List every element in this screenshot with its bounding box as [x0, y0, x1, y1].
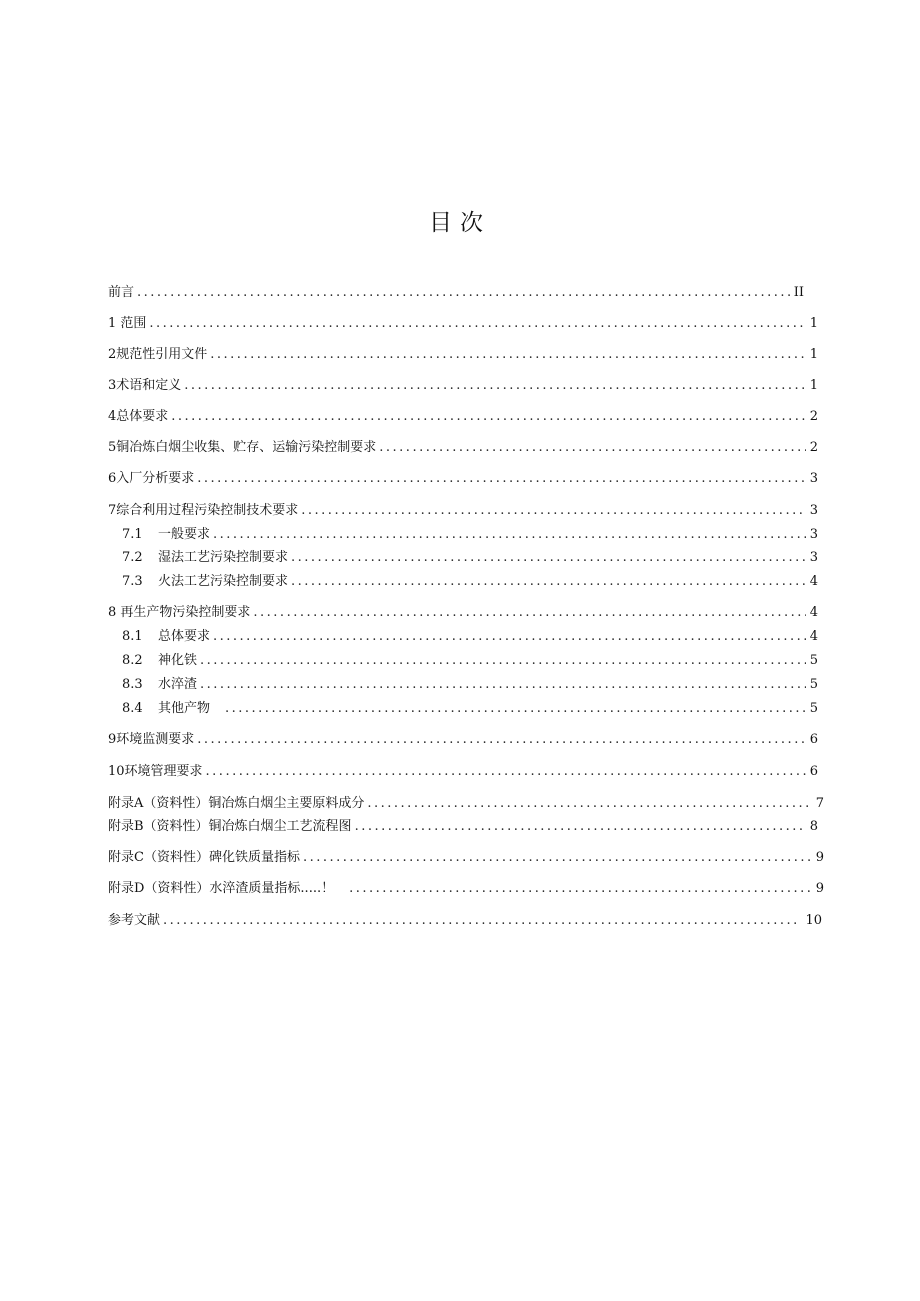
toc-entry-foreword[interactable] [108, 284, 804, 302]
toc-entry-label: 水淬渣 [158, 677, 198, 692]
toc-entry-page: 4 [809, 629, 818, 644]
toc-entry-page: II [793, 285, 804, 300]
toc-entry-7-2[interactable] [122, 549, 818, 567]
toc-entry-page: 1 [809, 347, 818, 362]
toc-entry-label: 前言 [108, 285, 135, 300]
toc-entry-recycled-products[interactable] [108, 604, 818, 622]
toc-entry-utilization-pollution-control[interactable] [108, 502, 818, 520]
toc-entry-page: 2 [809, 440, 818, 455]
toc-leader-dots [253, 604, 805, 622]
toc-entry-page: 9 [815, 850, 824, 865]
toc-entry-label: 总体要求 [158, 629, 211, 644]
toc-leader-dots [171, 408, 805, 426]
toc-entry-label: 湿法工艺污染控制要求 [158, 550, 289, 565]
toc-entry-number: 7.1 [122, 527, 143, 542]
toc-leader-dots [291, 573, 806, 591]
toc-leader-dots [213, 526, 806, 544]
toc-entry-label: 6入厂分析要求 [108, 471, 195, 486]
toc-leader-dots [213, 628, 806, 646]
toc-entry-page: 2 [809, 409, 818, 424]
toc-entry-page: 7 [815, 796, 824, 811]
toc-leader-dots [349, 880, 812, 898]
toc-entry-page: 3 [809, 471, 818, 486]
toc-entry-page: 6 [809, 732, 818, 747]
toc-entry-label: 附录A（资料性）铜冶炼白烟尘主要原料成分 [108, 796, 365, 811]
toc-entry-page: 3 [809, 527, 818, 542]
toc-entry-number: 7.2 [122, 550, 143, 565]
toc-entry-label: 附录D（资料性）水淬渣质量指标.....！ [108, 881, 335, 896]
toc-leader-dots [149, 315, 805, 333]
toc-entry-page: 4 [809, 574, 818, 589]
toc-leader-dots [137, 284, 790, 302]
toc-entry-appendix-d[interactable] [108, 880, 824, 898]
toc-leader-dots [197, 470, 805, 488]
toc-leader-dots [197, 731, 805, 749]
toc-leader-dots [367, 795, 811, 813]
toc-entry-label: 8 再生产物污染控制要求 [108, 605, 251, 620]
toc-entry-label: 1 范围 [108, 316, 147, 331]
toc-leader-dots [210, 346, 805, 364]
toc-entry-appendix-a[interactable] [108, 795, 824, 813]
toc-entry-label: 参考文献 [108, 913, 161, 928]
toc-entry-label: 一般要求 [158, 527, 211, 542]
toc-entry-page: 3 [809, 503, 818, 518]
toc-leader-dots [206, 763, 806, 781]
toc-entry-terms-definitions[interactable] [108, 377, 818, 395]
toc-leader-dots [184, 377, 805, 395]
toc-entry-incoming-analysis[interactable] [108, 470, 818, 488]
toc-entry-page: 9 [815, 881, 824, 896]
toc-entry-label: 7综合利用过程污染控制技术要求 [108, 503, 299, 518]
toc-entry-environmental-management[interactable] [108, 763, 818, 781]
toc-leader-dots [303, 849, 812, 867]
toc-entry-page: 5 [809, 653, 818, 668]
toc-entry-label: 附录B（资料性）铜冶炼白烟尘工艺流程图 [108, 819, 352, 834]
toc-leader-dots [379, 439, 805, 457]
toc-entry-page: 1 [809, 316, 818, 331]
toc-entry-label: 火法工艺污染控制要求 [158, 574, 289, 589]
toc-entry-environmental-monitoring[interactable] [108, 731, 818, 749]
toc-entry-8-1[interactable] [122, 628, 818, 646]
toc-entry-page: 10 [805, 913, 822, 928]
toc-leader-dots [355, 818, 806, 836]
toc-entry-number: 8.2 [122, 653, 143, 668]
toc-entry-8-4[interactable] [122, 700, 818, 718]
toc-entry-page: 6 [809, 764, 818, 779]
toc-entry-number: 8.1 [122, 629, 143, 644]
toc-entry-page: 8 [809, 819, 818, 834]
toc-entry-page: 1 [809, 378, 818, 393]
toc-entry-number: 8.4 [122, 701, 143, 716]
toc-entry-appendix-c[interactable] [108, 849, 824, 867]
toc-entry-label: 神化铁 [158, 653, 198, 668]
toc-entry-8-2[interactable] [122, 652, 818, 670]
toc-entry-page: 3 [809, 550, 818, 565]
toc-entry-label: 附录C（资料性）碑化铁质量指标 [108, 850, 300, 865]
toc-entry-page: 5 [809, 701, 818, 716]
toc-entry-page: 5 [809, 677, 818, 692]
toc-entry-label: 5铜冶炼白烟尘收集、贮存、运输污染控制要求 [108, 440, 377, 455]
toc-entry-label: 10环境管理要求 [108, 764, 203, 779]
toc-entry-label: 3术语和定义 [108, 378, 182, 393]
toc-leader-dots [225, 700, 806, 718]
toc-entry-scope[interactable] [108, 315, 818, 333]
toc-leader-dots [301, 502, 805, 520]
toc-entry-bibliography[interactable] [108, 912, 822, 930]
toc-entry-label: 2规范性引用文件 [108, 347, 208, 362]
toc-entry-page: 4 [809, 605, 818, 620]
toc-entry-label: 9环境监测要求 [108, 732, 195, 747]
toc-leader-dots [200, 676, 806, 694]
toc-entry-number: 8.3 [122, 677, 143, 692]
toc-entry-label: 4总体要求 [108, 409, 169, 424]
toc-leader-dots [291, 549, 806, 567]
toc-entry-7-3[interactable] [122, 573, 818, 591]
toc-entry-label: 其他产物 [158, 701, 211, 716]
toc-entry-normative-references[interactable] [108, 346, 818, 364]
page-title: 目次 [429, 210, 491, 236]
toc-leader-dots [163, 912, 801, 930]
toc-entry-number: 7.3 [122, 574, 143, 589]
toc-entry-7-1[interactable] [122, 526, 818, 544]
toc-entry-collection-storage-transport[interactable] [108, 439, 818, 457]
toc-entry-8-3[interactable] [122, 676, 818, 694]
toc-entry-general-requirements[interactable] [108, 408, 818, 426]
toc-leader-dots [200, 652, 806, 670]
toc-entry-appendix-b[interactable] [108, 818, 818, 836]
